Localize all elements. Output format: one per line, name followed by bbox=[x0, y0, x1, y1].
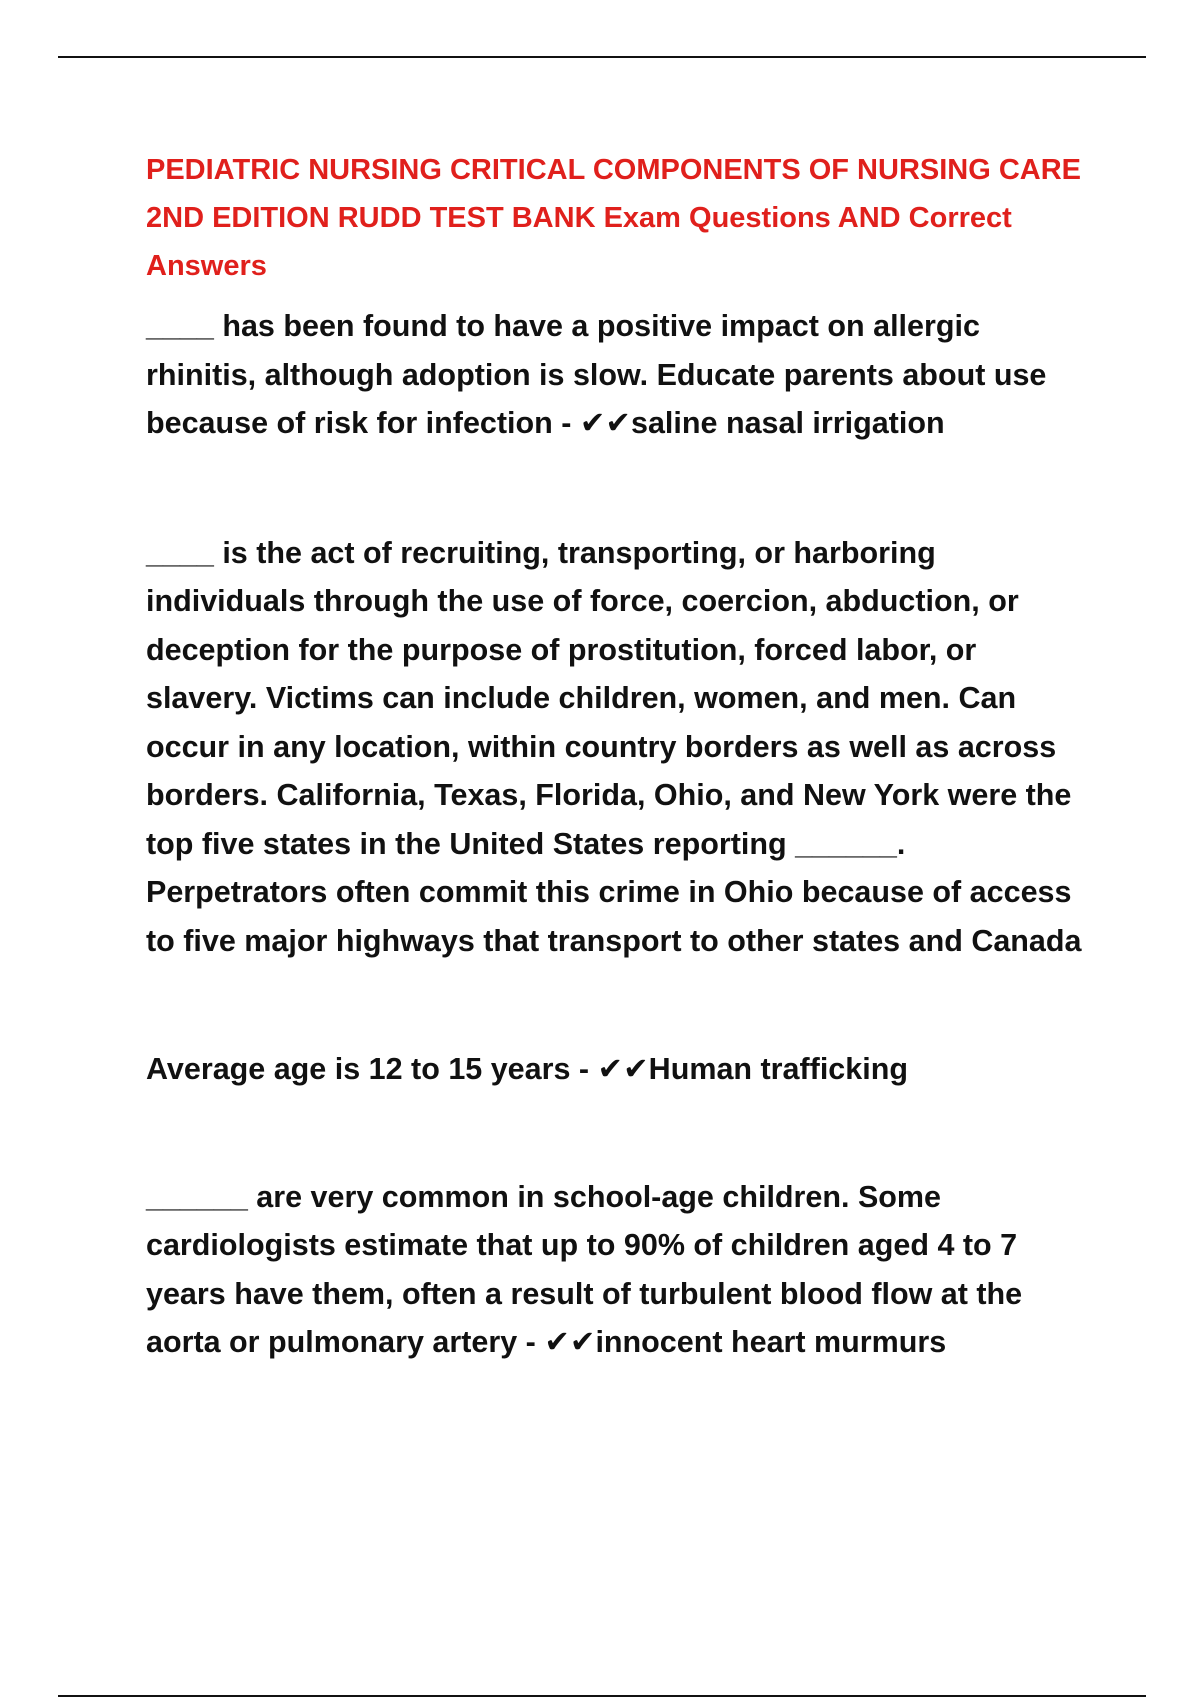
question-block bbox=[146, 1173, 1090, 1368]
question-text: Average age is 12 to 15 years - bbox=[146, 1052, 598, 1086]
check-icon: ✔✔ bbox=[597, 1052, 649, 1087]
question-block bbox=[146, 302, 1090, 449]
top-divider bbox=[58, 56, 1146, 58]
question-block bbox=[146, 1045, 1090, 1095]
bottom-divider bbox=[58, 1695, 1146, 1697]
answer-text: innocent heart murmurs bbox=[595, 1325, 947, 1359]
check-icon: ✔✔ bbox=[579, 406, 631, 441]
check-icon: ✔✔ bbox=[544, 1325, 596, 1360]
question-text: ______ are very common in school-age children. Some cardiologists estimate that up to 90% of children aged 4 to 7 years have them, often a result of turbulent blood flow at the aorta or pulmonary artery - bbox=[146, 1179, 1023, 1359]
question-text: ____ is the act of recruiting, transporting, or harboring individuals through the use of force, coercion, abduction, or deception for the purpose of prostitution, forced labor, or slavery. Victims can include children, women, and men. Can occur in any location, within country borders as well as across borders. California, Texas, Florida, Ohio, and New York were the top five states in the United States reporting ______. Perpetrators often commit this crime in Ohio because of access to five major highways that transport to other states and Canada bbox=[146, 535, 1082, 958]
document-title: PEDIATRIC NURSING CRITICAL COMPONENTS OF NURSING CARE 2ND EDITION RUDD TEST BANK Exam Questions AND Correct Answers bbox=[146, 154, 1082, 282]
answer-text: Human trafficking bbox=[648, 1052, 908, 1086]
question-text: ____ has been found to have a positive impact on allergic rhinitis, although adoption is slow. Educate parents about use because of risk for infection - bbox=[146, 309, 1047, 440]
answer-text: saline nasal irrigation bbox=[631, 406, 945, 440]
document-body bbox=[146, 146, 1090, 1368]
question-block bbox=[146, 529, 1090, 966]
